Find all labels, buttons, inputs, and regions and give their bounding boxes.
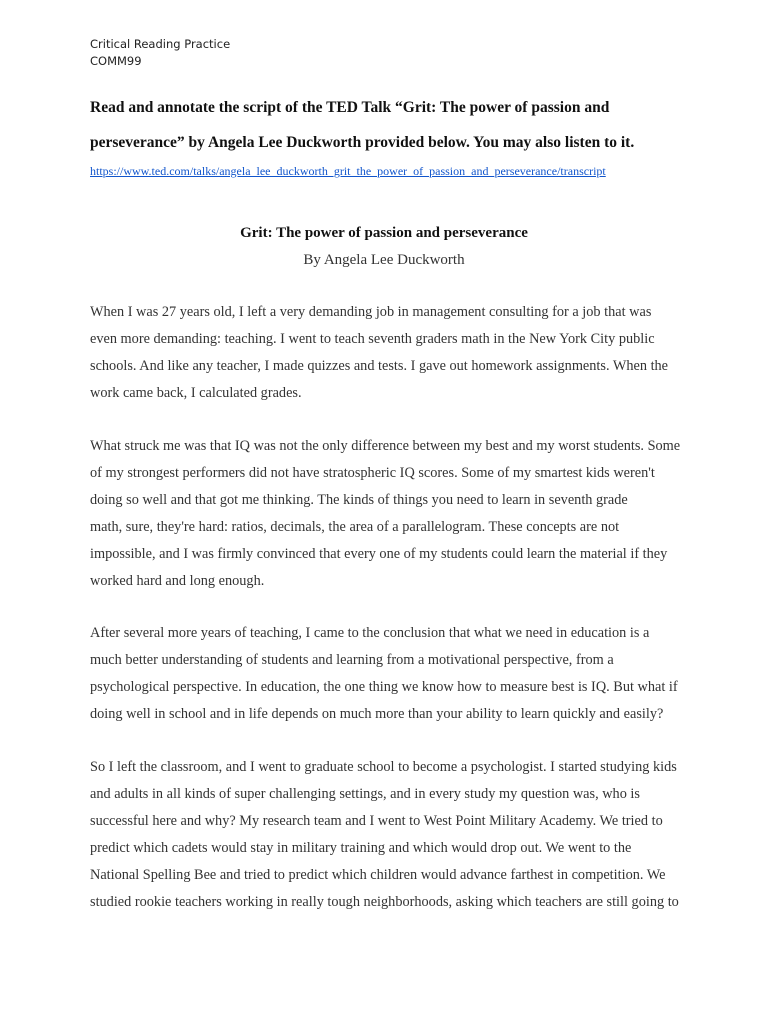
paragraph-line: National Spelling Bee and tried to predict which children would advance farthest in competition. We xyxy=(90,866,666,883)
paragraph-4 xyxy=(90,754,690,915)
paragraph-line: impossible, and I was firmly convinced that every one of my students could learn the material if they xyxy=(90,545,668,562)
paragraph-line: What struck me was that IQ was not the only difference between my best and my worst students. Some xyxy=(90,438,681,454)
paragraph-line: studied rookie teachers working in really tough neighborhoods, asking which teachers are still going to xyxy=(90,893,679,910)
paragraph-line: predict which cadets would stay in military training and which would drop out. We went to the xyxy=(90,839,632,856)
talk-title: Grit: The power of passion and perseverance xyxy=(240,225,528,241)
talk-author: By Angela Lee Duckworth xyxy=(303,252,465,268)
paragraph-line: of my strongest performers did not have stratospheric IQ scores. Some of my smartest kids weren't xyxy=(90,464,655,481)
paragraph-1 xyxy=(90,299,690,407)
assignment-instructions xyxy=(90,90,690,160)
instructions-line: Read and annotate the script of the TED Talk “Grit: The power of passion and xyxy=(90,99,610,116)
paragraph-line: much better understanding of students and learning from a motivational perspective, from a xyxy=(90,651,614,668)
paragraph-3 xyxy=(90,620,690,728)
paragraph-line: math, sure, they're hard: ratios, decimals, the area of a parallelogram. These concepts are not xyxy=(90,518,620,535)
course-title: Critical Reading Practice xyxy=(90,37,231,51)
paragraph-line: doing well in school and in life depends on much more than your ability to learn quickly and easily? xyxy=(90,705,664,722)
paragraph-line: and adults in all kinds of super challenging settings, and in every study my question was, who is xyxy=(90,785,640,802)
paragraph-2 xyxy=(90,433,690,594)
paragraph-line: schools. And like any teacher, I made quizzes and tests. I gave out homework assignments. When the xyxy=(90,357,669,374)
paragraph-line: So I left the classroom, and I went to graduate school to become a psychologist. I started studying kids xyxy=(90,759,677,775)
transcript-link[interactable]: https://www.ted.com/talks/angela_lee_duckworth_grit_the_power_of_passion_and_perseverance/transcript xyxy=(90,164,606,178)
instructions-line: perseverance” by Angela Lee Duckworth provided below. You may also listen to it. xyxy=(90,134,635,151)
course-code: COMM99 xyxy=(90,54,142,68)
paragraph-line: even more demanding: teaching. I went to teach seventh graders math in the New York City public xyxy=(90,330,655,347)
document-header xyxy=(90,36,230,70)
paragraph-line: psychological perspective. In education, the one thing we know how to measure best is IQ. But what if xyxy=(90,678,678,695)
paragraph-line: After several more years of teaching, I came to the conclusion that what we need in education is a xyxy=(90,625,650,641)
paragraph-line: successful here and why? My research team and I went to West Point Military Academy. We tried to xyxy=(90,812,663,829)
paragraph-line: work came back, I calculated grades. xyxy=(90,384,302,401)
paragraph-line: When I was 27 years old, I left a very demanding job in management consulting for a job that was xyxy=(90,304,652,320)
paragraph-line: doing so well and that got me thinking. The kinds of things you need to learn in seventh grade xyxy=(90,491,628,508)
paragraph-line: worked hard and long enough. xyxy=(90,572,265,589)
